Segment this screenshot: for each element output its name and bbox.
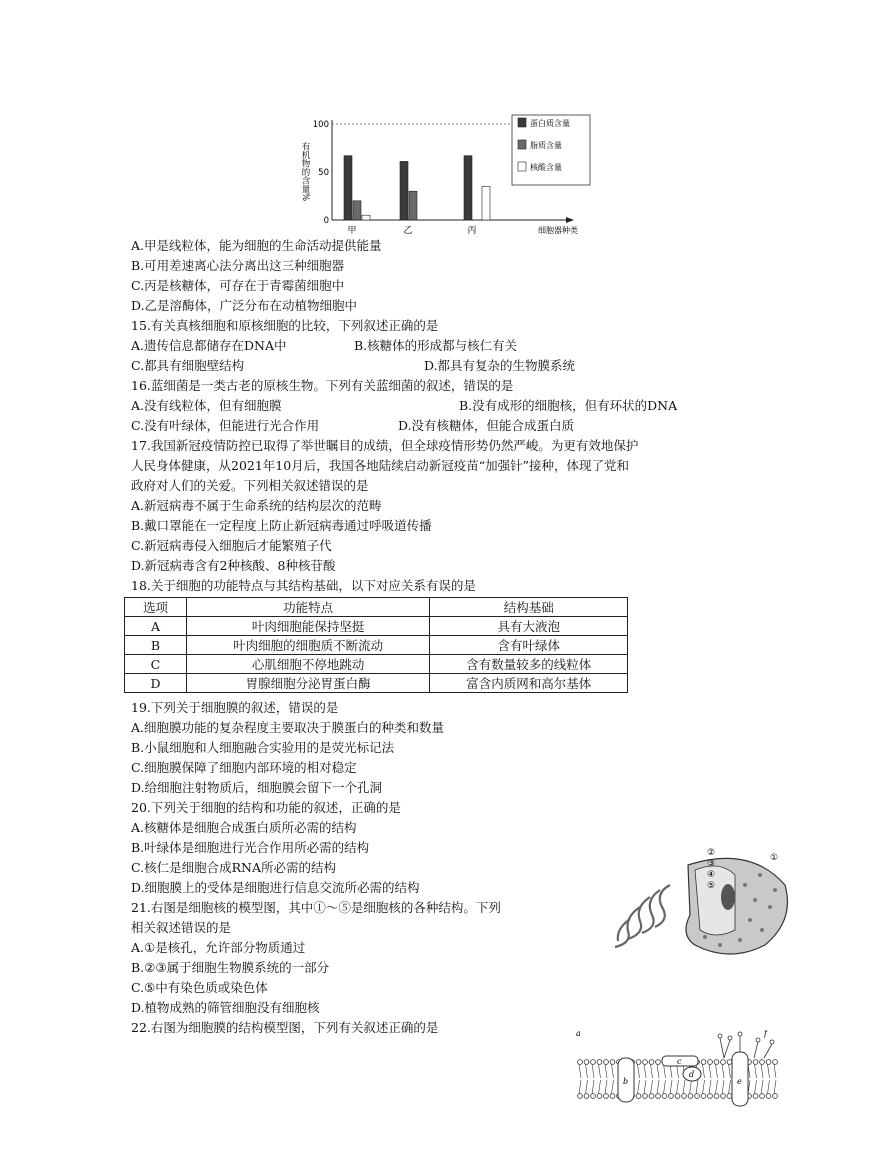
endoplasmic-reticulum-illustration bbox=[615, 885, 670, 947]
q19-option-b: B.小鼠细胞和人细胞融合实验用的是荧光标记法 bbox=[131, 740, 395, 755]
q18-row-d-option: D bbox=[125, 674, 187, 693]
table-row bbox=[125, 674, 628, 693]
q18-stem: 18.关于细胞的功能特点与其结构基础，以下对应关系有误的是 bbox=[131, 578, 476, 593]
q18-table bbox=[124, 597, 628, 693]
bar-丙-核酸含量 bbox=[482, 186, 490, 220]
q16-stem: 16.蓝细菌是一类古老的原核生物。下列有关蓝细菌的叙述，错误的是 bbox=[131, 378, 514, 393]
q20-stem: 20.下列关于细胞的结构和功能的叙述，正确的是 bbox=[131, 800, 401, 815]
x-axis-arrow bbox=[566, 217, 574, 223]
q19-stem: 19.下列关于细胞膜的叙述，错误的是 bbox=[131, 700, 339, 715]
q15-option-c: C.都具有细胞壁结构 bbox=[131, 358, 245, 373]
organelle-content-bar-chart bbox=[296, 112, 596, 242]
y-tick-label-0: 0 bbox=[323, 216, 329, 226]
q20-option-d: D.细胞膜上的受体是细胞进行信息交流所必需的结构 bbox=[131, 880, 420, 895]
q18-row-c-structure: 含有数量较多的线粒体 bbox=[430, 655, 628, 674]
table-row bbox=[125, 655, 628, 674]
cell-membrane-model-figure bbox=[574, 1030, 786, 1110]
q20-option-b: B.叶绿体是细胞进行光合作用所必需的结构 bbox=[131, 840, 370, 855]
q16-option-b: B.没有成形的细胞核，但有环状的DNA bbox=[459, 398, 678, 413]
bar-丙-蛋白质含量 bbox=[464, 156, 472, 220]
legend-label-1: 脂质含量 bbox=[530, 141, 562, 150]
membrane-label-c: c bbox=[677, 1057, 682, 1066]
q17-stem-line1: 17.我国新冠疫情防控已取得了举世瞩目的成绩，但全球疫情形势仍然严峻。为更有效地保护 bbox=[131, 438, 639, 453]
table-row bbox=[125, 617, 628, 636]
x-tick-label-丙: 丙 bbox=[467, 226, 477, 236]
bar-甲-蛋白质含量 bbox=[344, 156, 352, 220]
q19-option-a: A.细胞膜功能的复杂程度主要取决于膜蛋白的种类和数量 bbox=[131, 720, 445, 735]
q21-option-d: D.植物成熟的筛管细胞没有细胞核 bbox=[131, 1000, 320, 1015]
nucleus-label-4: ④ bbox=[707, 870, 716, 880]
q19-option-d: D.给细胞注射物质后，细胞膜会留下一个孔洞 bbox=[131, 780, 383, 795]
q15-option-a: A.遗传信息都储存在DNA中 bbox=[131, 338, 287, 353]
q14-option-a: A.甲是线粒体，能为细胞的生命活动提供能量 bbox=[131, 238, 382, 253]
q18-row-a-function: 叶肉细胞能保持坚挺 bbox=[186, 617, 429, 636]
q16-option-a: A.没有线粒体，但有细胞膜 bbox=[131, 398, 282, 413]
q17-option-c: C.新冠病毒侵入细胞后才能繁殖子代 bbox=[131, 538, 332, 553]
membrane-label-a: a bbox=[576, 1030, 581, 1038]
q18-row-b-structure: 含有叶绿体 bbox=[430, 636, 628, 655]
nucleus-label-3: ③ bbox=[707, 859, 716, 869]
legend-swatch-0 bbox=[518, 118, 526, 127]
legend-label-0: 蛋白质含量 bbox=[530, 119, 570, 128]
q18-row-d-function: 胃腺细胞分泌胃蛋白酶 bbox=[186, 674, 429, 693]
q21-stem-line1: 21.右图是细胞核的模型图，其中①～⑤是细胞核的各种结构。下列 bbox=[131, 900, 501, 915]
nucleus-model-figure bbox=[600, 845, 790, 960]
q18-header-structure: 结构基础 bbox=[430, 598, 628, 617]
q17-stem-line3: 政府对人们的关爱。下列相关叙述错误的是 bbox=[131, 478, 369, 493]
nucleus-label-1: ① bbox=[770, 853, 779, 863]
nucleus-label-5: ⑤ bbox=[707, 881, 716, 891]
q15-option-b: B.核糖体的形成都与核仁有关 bbox=[354, 338, 518, 353]
nucleus-label-2: ② bbox=[707, 848, 716, 858]
legend-swatch-1 bbox=[518, 140, 526, 149]
q18-row-c-option: C bbox=[125, 655, 187, 674]
q18-row-d-structure: 富含内质网和高尔基体 bbox=[430, 674, 628, 693]
q18-row-b-option: B bbox=[125, 636, 187, 655]
q17-option-b: B.戴口罩能在一定程度上防止新冠病毒通过呼吸道传播 bbox=[131, 518, 432, 533]
bar-甲-核酸含量 bbox=[362, 215, 370, 220]
q20-option-a: A.核糖体是细胞合成蛋白质所必需的结构 bbox=[131, 820, 357, 835]
bar-乙-蛋白质含量 bbox=[400, 161, 408, 220]
bar-甲-脂质含量 bbox=[353, 201, 361, 220]
q21-stem-line2: 相关叙述错误的是 bbox=[131, 920, 232, 935]
table-row bbox=[125, 636, 628, 655]
q15-stem: 15.有关真核细胞和原核细胞的比较，下列叙述正确的是 bbox=[131, 318, 439, 333]
membrane-label-d: d bbox=[689, 1070, 695, 1079]
x-tick-label-甲: 甲 bbox=[347, 226, 357, 236]
q21-option-b: B.②③属于细胞生物膜系统的一部分 bbox=[131, 960, 330, 975]
membrane-label-e: e bbox=[737, 1077, 742, 1086]
q20-option-c: C.核仁是细胞合成RNA所必需的结构 bbox=[131, 860, 336, 875]
q17-option-a: A.新冠病毒不属于生命系统的结构层次的范畴 bbox=[131, 498, 382, 513]
q18-row-a-option: A bbox=[125, 617, 187, 636]
nucleolus bbox=[721, 884, 735, 910]
q17-stem-line2: 人民身体健康，从2021年10月后，我国各地陆续启动新冠疫苗“加强针”接种，体现了党和 bbox=[131, 458, 629, 473]
q18-row-c-function: 心肌细胞不停地跳动 bbox=[186, 655, 429, 674]
q19-option-c: C.细胞膜保障了细胞内部环境的相对稳定 bbox=[131, 760, 357, 775]
q16-option-c: C.没有叶绿体，但能进行光合作用 bbox=[131, 418, 320, 433]
q21-option-a: A.①是核孔，允许部分物质通过 bbox=[131, 940, 306, 955]
q18-row-a-structure: 具有大液泡 bbox=[430, 617, 628, 636]
q16-option-d: D.没有核糖体，但能合成蛋白质 bbox=[398, 418, 575, 433]
legend-label-2: 核酸含量 bbox=[530, 163, 562, 172]
bar-乙-脂质含量 bbox=[409, 191, 417, 220]
membrane-label-f: f bbox=[764, 1030, 767, 1038]
q22-stem: 22.右图为细胞膜的结构模型图，下列有关叙述正确的是 bbox=[131, 1020, 439, 1035]
q18-row-b-function: 叶肉细胞的细胞质不断流动 bbox=[186, 636, 429, 655]
x-tick-label-乙: 乙 bbox=[403, 226, 413, 236]
y-axis-label: 有机物的含量% bbox=[300, 142, 310, 202]
q18-header-function: 功能特点 bbox=[186, 598, 429, 617]
q21-option-c: C.⑤中有染色质或染色体 bbox=[131, 980, 268, 995]
y-tick-label-100: 100 bbox=[312, 120, 329, 130]
x-axis-label: 细胞器种类 bbox=[538, 226, 578, 235]
y-tick-label-50: 50 bbox=[318, 168, 329, 178]
legend-swatch-2 bbox=[518, 162, 526, 171]
q18-table-header bbox=[125, 598, 628, 617]
q15-option-d: D.都具有复杂的生物膜系统 bbox=[424, 358, 576, 373]
q14-option-d: D.乙是溶酶体，广泛分布在动植物细胞中 bbox=[131, 298, 358, 313]
q17-option-d: D.新冠病毒含有2种核酸、8种核苷酸 bbox=[131, 558, 336, 573]
q14-option-c: C.丙是核糖体，可存在于青霉菌细胞中 bbox=[131, 278, 345, 293]
q18-header-option: 选项 bbox=[125, 598, 187, 617]
q14-option-b: B.可用差速离心法分离出这三种细胞器 bbox=[131, 258, 345, 273]
membrane-label-b: b bbox=[623, 1077, 629, 1086]
